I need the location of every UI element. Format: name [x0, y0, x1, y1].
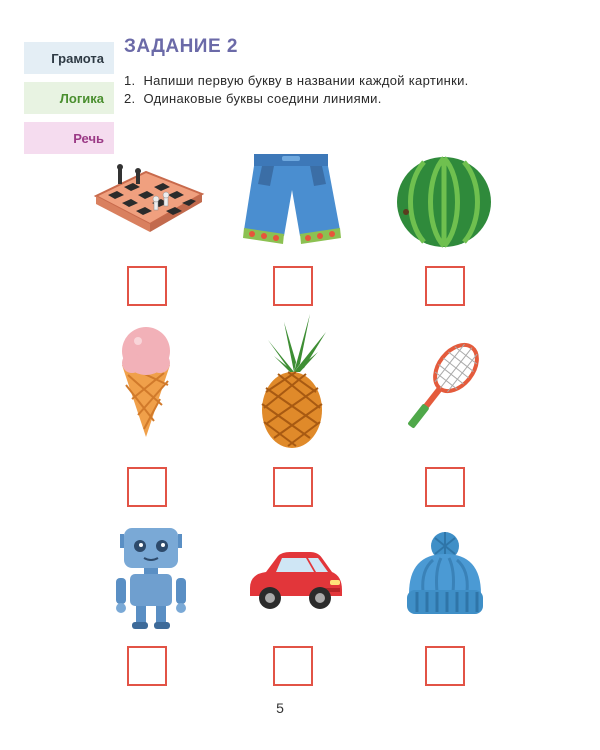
letter-box-9[interactable]: [425, 646, 465, 686]
letter-box-6[interactable]: [425, 467, 465, 507]
car-icon: [244, 548, 344, 612]
instruction-2-text: Одинаковые буквы соедини линиями.: [143, 91, 382, 106]
instruction-2: [124, 91, 382, 106]
letter-box-7[interactable]: [127, 646, 167, 686]
pineapple-icon: [256, 312, 332, 450]
page-number: [0, 700, 600, 716]
shorts-icon: [240, 150, 344, 246]
instruction-2-number: 2.: [124, 91, 136, 106]
tab-grammar-label: Грамота: [51, 50, 104, 66]
letter-box-1[interactable]: [127, 266, 167, 306]
watermelon-icon: [396, 156, 492, 248]
tab-logic-label: Логика: [59, 90, 104, 106]
instruction-1-number: 1.: [124, 73, 136, 88]
ice-cream-icon: [114, 325, 178, 440]
tab-speech[interactable]: [24, 122, 114, 154]
instruction-1-text: Напиши первую букву в названии каждой картинки.: [143, 73, 469, 88]
task-title: ЗАДАНИЕ 2: [124, 36, 238, 57]
letter-box-5[interactable]: [273, 467, 313, 507]
tennis-racket-icon: [404, 338, 484, 448]
knit-hat-icon: [403, 530, 487, 620]
chessboard-icon: [88, 158, 208, 248]
instruction-1: [124, 73, 469, 88]
letter-box-8[interactable]: [273, 646, 313, 686]
robot-icon: [106, 524, 196, 630]
page-number-text: 5: [276, 700, 284, 716]
tab-speech-label: Речь: [73, 130, 104, 146]
tab-grammar[interactable]: [24, 42, 114, 74]
letter-box-4[interactable]: [127, 467, 167, 507]
letter-box-3[interactable]: [425, 266, 465, 306]
tab-logic[interactable]: [24, 82, 114, 114]
letter-box-2[interactable]: [273, 266, 313, 306]
